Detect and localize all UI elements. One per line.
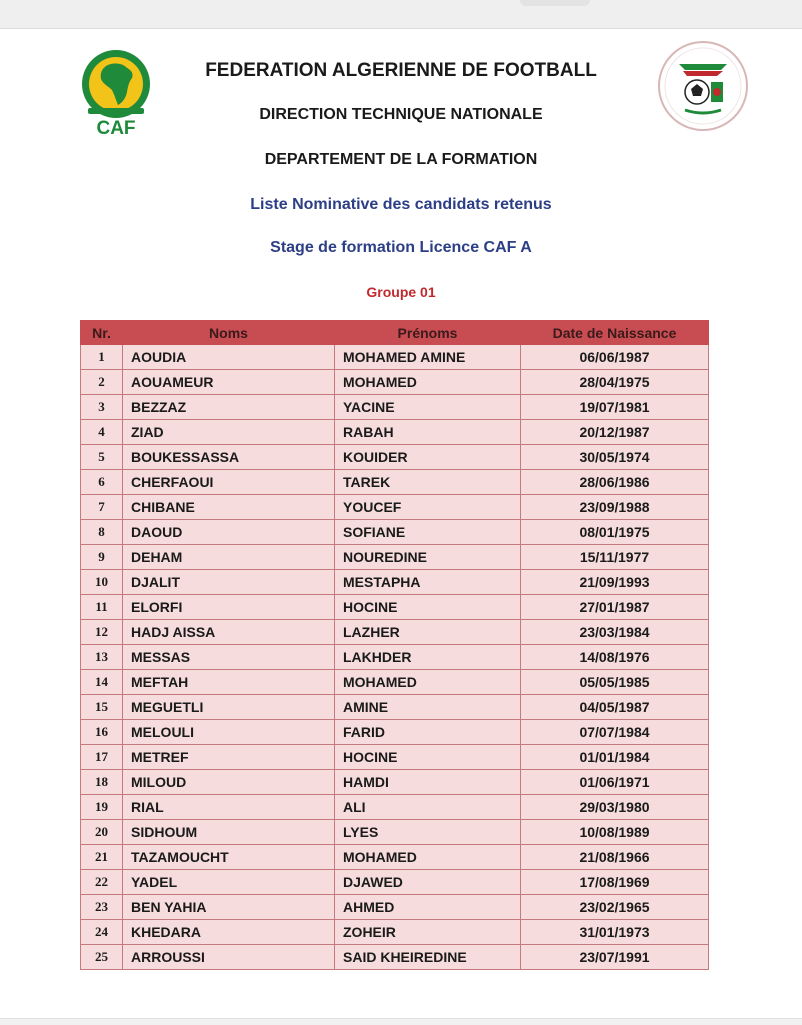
cell-nom: BEZZAZ — [123, 395, 335, 420]
table-row — [81, 770, 709, 795]
cell-date-naissance: 19/07/1981 — [521, 395, 709, 420]
table-row — [81, 445, 709, 470]
cell-date-naissance: 01/06/1971 — [521, 770, 709, 795]
cell-prenom: KOUIDER — [335, 445, 521, 470]
cell-date-naissance: 23/09/1988 — [521, 495, 709, 520]
cell-prenom: LYES — [335, 820, 521, 845]
cell-prenom: AMINE — [335, 695, 521, 720]
group-label: Groupe 01 — [366, 284, 436, 300]
table-row — [81, 595, 709, 620]
cell-date-naissance: 28/04/1975 — [521, 370, 709, 395]
cell-nr: 8 — [81, 520, 123, 545]
cell-nr: 5 — [81, 445, 123, 470]
table-row — [81, 495, 709, 520]
cell-nom: TAZAMOUCHT — [123, 845, 335, 870]
cell-nom: MESSAS — [123, 645, 335, 670]
cell-nom: SIDHOUM — [123, 820, 335, 845]
cell-nom: AOUDIA — [123, 345, 335, 370]
cell-nr: 12 — [81, 620, 123, 645]
cell-nr: 13 — [81, 645, 123, 670]
cell-nr: 23 — [81, 895, 123, 920]
cell-prenom: HOCINE — [335, 745, 521, 770]
column-header-date: Date de Naissance — [521, 321, 709, 345]
cell-date-naissance: 23/02/1965 — [521, 895, 709, 920]
column-header-noms: Noms — [123, 321, 335, 345]
cell-nom: YADEL — [123, 870, 335, 895]
cell-nom: DAOUD — [123, 520, 335, 545]
cell-nr: 16 — [81, 720, 123, 745]
cell-nr: 21 — [81, 845, 123, 870]
table-row — [81, 820, 709, 845]
table-row — [81, 795, 709, 820]
cell-prenom: ZOHEIR — [335, 920, 521, 945]
cell-nr: 6 — [81, 470, 123, 495]
table-row — [81, 620, 709, 645]
cell-nr: 4 — [81, 420, 123, 445]
table-row — [81, 895, 709, 920]
cell-date-naissance: 20/12/1987 — [521, 420, 709, 445]
cell-nr: 18 — [81, 770, 123, 795]
cell-date-naissance: 14/08/1976 — [521, 645, 709, 670]
cell-nr: 22 — [81, 870, 123, 895]
cell-prenom: MOHAMED AMINE — [335, 345, 521, 370]
course-title: Stage de formation Licence CAF A — [270, 239, 532, 256]
list-title: Liste Nominative des candidats retenus — [250, 196, 552, 213]
cell-nom: MILOUD — [123, 770, 335, 795]
cell-date-naissance: 28/06/1986 — [521, 470, 709, 495]
cell-date-naissance: 30/05/1974 — [521, 445, 709, 470]
cell-nr: 10 — [81, 570, 123, 595]
cell-prenom: AHMED — [335, 895, 521, 920]
cell-date-naissance: 05/05/1985 — [521, 670, 709, 695]
table-row — [81, 470, 709, 495]
table-row — [81, 645, 709, 670]
cell-prenom: LAZHER — [335, 620, 521, 645]
cell-prenom: NOUREDINE — [335, 545, 521, 570]
cell-nr: 7 — [81, 495, 123, 520]
cell-nom: METREF — [123, 745, 335, 770]
cell-prenom: SAID KHEIREDINE — [335, 945, 521, 970]
cell-date-naissance: 23/07/1991 — [521, 945, 709, 970]
cell-nr: 24 — [81, 920, 123, 945]
cell-date-naissance: 23/03/1984 — [521, 620, 709, 645]
cell-nr: 25 — [81, 945, 123, 970]
cell-nom: RIAL — [123, 795, 335, 820]
cell-nom: MEFTAH — [123, 670, 335, 695]
cell-nom: ARROUSSI — [123, 945, 335, 970]
federation-title: FEDERATION ALGERIENNE DE FOOTBALL — [205, 60, 597, 81]
cell-prenom: YACINE — [335, 395, 521, 420]
cell-date-naissance: 06/06/1987 — [521, 345, 709, 370]
cell-prenom: RABAH — [335, 420, 521, 445]
table-header-row — [81, 321, 709, 345]
cell-nr: 1 — [81, 345, 123, 370]
cell-nr: 17 — [81, 745, 123, 770]
cell-prenom: MESTAPHA — [335, 570, 521, 595]
cell-nr: 2 — [81, 370, 123, 395]
candidates-table — [80, 320, 709, 970]
cell-nr: 20 — [81, 820, 123, 845]
cell-prenom: DJAWED — [335, 870, 521, 895]
table-row — [81, 695, 709, 720]
caf-logo-text: CAF — [96, 118, 136, 138]
table-row — [81, 920, 709, 945]
cell-date-naissance: 08/01/1975 — [521, 520, 709, 545]
table-row — [81, 395, 709, 420]
cell-nr: 19 — [81, 795, 123, 820]
direction-title: DIRECTION TECHNIQUE NATIONALE — [259, 106, 543, 123]
faf-logo-icon — [657, 40, 749, 132]
table-row — [81, 545, 709, 570]
cell-nom: BOUKESSASSA — [123, 445, 335, 470]
cell-date-naissance: 21/09/1993 — [521, 570, 709, 595]
cell-nom: CHIBANE — [123, 495, 335, 520]
cell-prenom: SOFIANE — [335, 520, 521, 545]
cell-prenom: ALI — [335, 795, 521, 820]
cell-prenom: FARID — [335, 720, 521, 745]
cell-date-naissance: 01/01/1984 — [521, 745, 709, 770]
column-header-prenoms: Prénoms — [335, 321, 521, 345]
table-row — [81, 720, 709, 745]
cell-date-naissance: 04/05/1987 — [521, 695, 709, 720]
cell-prenom: HAMDI — [335, 770, 521, 795]
cell-nom: HADJ AISSA — [123, 620, 335, 645]
cell-date-naissance: 17/08/1969 — [521, 870, 709, 895]
viewer-top-bar — [0, 0, 802, 29]
top-bar-shadow — [520, 0, 590, 6]
cell-prenom: MOHAMED — [335, 670, 521, 695]
table-row — [81, 870, 709, 895]
cell-nom: ELORFI — [123, 595, 335, 620]
caf-logo-icon — [74, 48, 158, 138]
cell-prenom: HOCINE — [335, 595, 521, 620]
table-body — [81, 345, 709, 970]
department-title: DEPARTEMENT DE LA FORMATION — [264, 151, 538, 168]
cell-prenom: MOHAMED — [335, 370, 521, 395]
cell-nom: MELOULI — [123, 720, 335, 745]
cell-prenom: MOHAMED — [335, 845, 521, 870]
cell-date-naissance: 21/08/1966 — [521, 845, 709, 870]
cell-nom: AOUAMEUR — [123, 370, 335, 395]
table-row — [81, 745, 709, 770]
table-row — [81, 520, 709, 545]
cell-date-naissance: 10/08/1989 — [521, 820, 709, 845]
cell-nom: ZIAD — [123, 420, 335, 445]
cell-nom: KHEDARA — [123, 920, 335, 945]
table-row — [81, 420, 709, 445]
table-row — [81, 670, 709, 695]
table-row — [81, 345, 709, 370]
cell-nr: 3 — [81, 395, 123, 420]
table-row — [81, 570, 709, 595]
cell-nom: DJALIT — [123, 570, 335, 595]
cell-date-naissance: 27/01/1987 — [521, 595, 709, 620]
table-row — [81, 845, 709, 870]
cell-date-naissance: 31/01/1973 — [521, 920, 709, 945]
cell-nom: CHERFAOUI — [123, 470, 335, 495]
column-header-nr: Nr. — [81, 321, 123, 345]
table-row — [81, 370, 709, 395]
cell-prenom: LAKHDER — [335, 645, 521, 670]
cell-nr: 9 — [81, 545, 123, 570]
cell-date-naissance: 07/07/1984 — [521, 720, 709, 745]
cell-date-naissance: 29/03/1980 — [521, 795, 709, 820]
cell-prenom: YOUCEF — [335, 495, 521, 520]
cell-nr: 14 — [81, 670, 123, 695]
cell-nr: 15 — [81, 695, 123, 720]
cell-nom: MEGUETLI — [123, 695, 335, 720]
cell-nom: DEHAM — [123, 545, 335, 570]
table-row — [81, 945, 709, 970]
cell-prenom: TAREK — [335, 470, 521, 495]
cell-nom: BEN YAHIA — [123, 895, 335, 920]
cell-date-naissance: 15/11/1977 — [521, 545, 709, 570]
cell-nr: 11 — [81, 595, 123, 620]
